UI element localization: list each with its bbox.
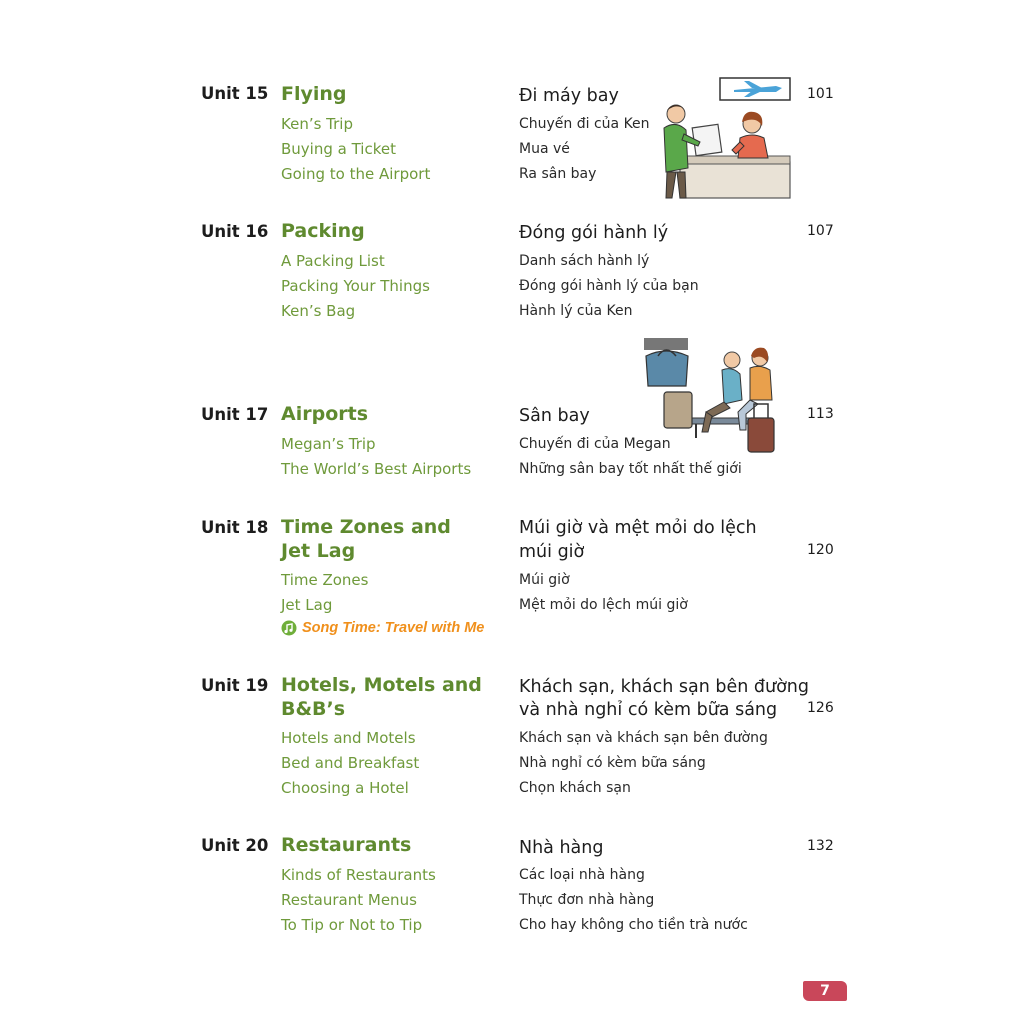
lesson-title-vi: Mua vé xyxy=(519,141,570,157)
lesson-title-en: Jet Lag xyxy=(281,596,333,614)
song-time-item xyxy=(281,620,484,636)
lesson-title-vi: Hành lý của Ken xyxy=(519,303,633,319)
unit-label: Unit 16 xyxy=(201,222,269,241)
unit-title-vi: Sân bay xyxy=(519,406,590,426)
page-number: 113 xyxy=(807,406,834,422)
lesson-title-en: Buying a Ticket xyxy=(281,140,396,158)
unit-label: Unit 19 xyxy=(201,676,269,695)
lesson-title-vi: Cho hay không cho tiền trà nước xyxy=(519,917,748,933)
lesson-title-vi: Chuyến đi của Megan xyxy=(519,436,671,452)
lesson-title-en: Time Zones xyxy=(281,571,369,589)
unit-title-en-line2: B&B’s xyxy=(281,698,346,720)
ticket-counter-illustration xyxy=(640,76,792,200)
airport-waiting-illustration xyxy=(640,338,780,458)
lesson-title-vi: Đóng gói hành lý của bạn xyxy=(519,278,699,294)
unit-title-vi-line1: Khách sạn, khách sạn bên đường xyxy=(519,677,809,697)
page-number: 120 xyxy=(807,542,834,558)
lesson-title-en: Packing Your Things xyxy=(281,277,430,295)
lesson-title-en: Ken’s Bag xyxy=(281,302,356,320)
lesson-title-vi: Múi giờ xyxy=(519,572,570,588)
lesson-title-vi: Khách sạn và khách sạn bên đường xyxy=(519,730,768,746)
unit-title-vi: Đóng gói hành lý xyxy=(519,223,669,243)
unit-title-en-line1: Hotels, Motels and xyxy=(281,674,482,696)
unit-label: Unit 17 xyxy=(201,405,269,424)
page-number-badge: 7 xyxy=(803,981,847,1001)
lesson-title-en: Megan’s Trip xyxy=(281,435,376,453)
unit-title-vi-line1: Múi giờ và mệt mỏi do lệch xyxy=(519,518,757,538)
lesson-title-vi: Thực đơn nhà hàng xyxy=(519,892,655,908)
page-number: 107 xyxy=(807,223,834,239)
lesson-title-vi: Nhà nghỉ có kèm bữa sáng xyxy=(519,755,706,771)
unit-title-en: Restaurants xyxy=(281,834,412,856)
lesson-title-vi: Mệt mỏi do lệch múi giờ xyxy=(519,597,688,613)
song-title: Song Time: Travel with Me xyxy=(302,620,485,636)
unit-title-vi-line2: múi giờ xyxy=(519,542,585,562)
lesson-title-en: Restaurant Menus xyxy=(281,891,417,909)
unit-label: Unit 15 xyxy=(201,84,269,103)
unit-title-en: Packing xyxy=(281,220,365,242)
lesson-title-en: Ken’s Trip xyxy=(281,115,353,133)
music-disc-icon xyxy=(281,620,297,636)
lesson-title-vi: Danh sách hành lý xyxy=(519,253,650,269)
lesson-title-en: Bed and Breakfast xyxy=(281,754,420,772)
lesson-title-vi: Các loại nhà hàng xyxy=(519,867,645,883)
unit-title-en-line1: Time Zones and xyxy=(281,516,451,538)
lesson-title-vi: Chọn khách sạn xyxy=(519,780,631,796)
lesson-title-vi: Chuyến đi của Ken xyxy=(519,116,650,132)
lesson-title-en: The World’s Best Airports xyxy=(281,460,472,478)
unit-title-vi: Đi máy bay xyxy=(519,86,619,106)
unit-title-en-line2: Jet Lag xyxy=(281,540,356,562)
unit-title-vi: Nhà hàng xyxy=(519,838,604,858)
page-number: 126 xyxy=(807,700,834,716)
unit-title-vi-line2: và nhà nghỉ có kèm bữa sáng xyxy=(519,700,778,720)
lesson-title-en: Kinds of Restaurants xyxy=(281,866,436,884)
unit-label: Unit 18 xyxy=(201,518,269,537)
lesson-title-en: Choosing a Hotel xyxy=(281,779,409,797)
lesson-title-en: Hotels and Motels xyxy=(281,729,416,747)
lesson-title-vi: Những sân bay tốt nhất thế giới xyxy=(519,461,742,477)
lesson-title-vi: Ra sân bay xyxy=(519,166,597,182)
page-number: 101 xyxy=(807,86,834,102)
unit-title-en: Flying xyxy=(281,83,347,105)
page-number: 132 xyxy=(807,838,834,854)
lesson-title-en: A Packing List xyxy=(281,252,385,270)
unit-title-en: Airports xyxy=(281,403,369,425)
unit-label: Unit 20 xyxy=(201,836,269,855)
lesson-title-en: To Tip or Not to Tip xyxy=(281,916,423,934)
lesson-title-en: Going to the Airport xyxy=(281,165,431,183)
